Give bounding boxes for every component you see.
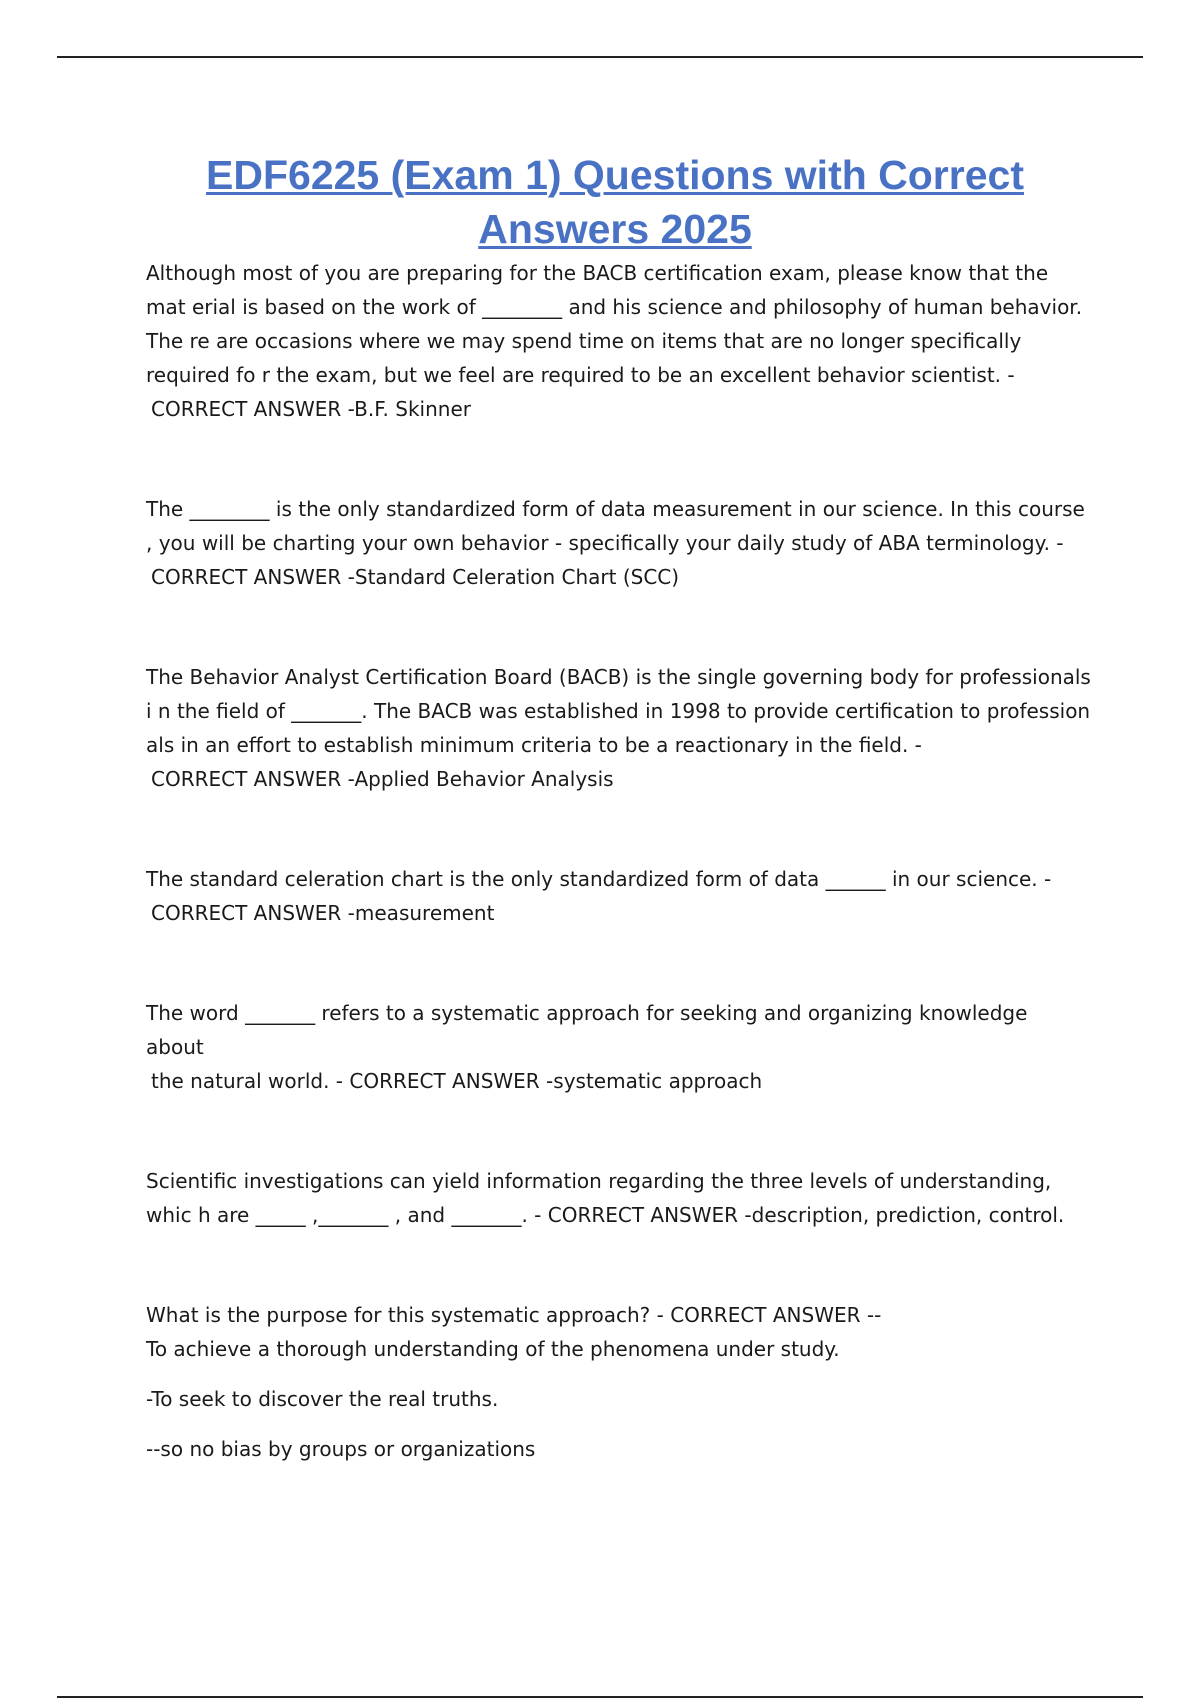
answer-extra-line: -To seek to discover the real truths. xyxy=(146,1387,499,1411)
qa-item xyxy=(146,996,1091,1098)
document-body xyxy=(146,256,1091,1466)
qa-item xyxy=(146,862,1091,930)
question-text: The standard celeration chart is the only standardized form of data ______ in our science. - xyxy=(146,867,1052,891)
answer-text: To achieve a thorough understanding of the phenomena under study. xyxy=(146,1337,840,1361)
bottom-rule xyxy=(57,1696,1143,1698)
answer-text: CORRECT ANSWER -measurement xyxy=(151,901,495,925)
answer-text: the natural world. - CORRECT ANSWER -systematic approach xyxy=(151,1069,763,1093)
qa-item xyxy=(146,492,1091,594)
question-text: Although most of you are preparing for the BACB certification exam, please know that the mat erial is based on the work of ________ and his science and philosophy of human behavior. The re are occasions where we may spend time on items that are no longer specifically required fo r the exam, but we feel are required to be an excellent behavior scientist. - xyxy=(146,261,1083,387)
qa-item xyxy=(146,1164,1091,1232)
question-text: What is the purpose for this systematic approach? - CORRECT ANSWER -- xyxy=(146,1303,882,1327)
answer-text: CORRECT ANSWER -Standard Celeration Chart (SCC) xyxy=(151,565,680,589)
document-title xyxy=(130,148,1100,256)
qa-item xyxy=(146,1298,1091,1466)
question-text: Scientific investigations can yield information regarding the three levels of understanding, whic h are _____ ,_______ , and _______. - CORRECT ANSWER -description, prediction, control. xyxy=(146,1169,1065,1227)
answer-text: CORRECT ANSWER -B.F. Skinner xyxy=(151,397,471,421)
qa-item xyxy=(146,660,1091,796)
qa-item xyxy=(146,256,1091,426)
answer-extra-line: --so no bias by groups or organizations xyxy=(146,1437,536,1461)
question-text: The Behavior Analyst Certification Board (BACB) is the single governing body for professionals i n the field of _______. The BACB was established in 1998 to provide certification to profession als in an effort to establish minimum criteria to be a reactionary in the field. - xyxy=(146,665,1091,757)
question-text: The ________ is the only standardized form of data measurement in our science. In this course , you will be charting your own behavior - specifically your daily study of ABA terminology. - xyxy=(146,497,1085,555)
title-line-2: Answers 2025 xyxy=(478,206,752,252)
answer-text: CORRECT ANSWER -Applied Behavior Analysis xyxy=(151,767,614,791)
question-text: The word _______ refers to a systematic approach for seeking and organizing knowledge about xyxy=(146,1001,1028,1059)
title-line-1: EDF6225 (Exam 1) Questions with Correct xyxy=(206,152,1024,198)
top-rule xyxy=(57,56,1143,58)
